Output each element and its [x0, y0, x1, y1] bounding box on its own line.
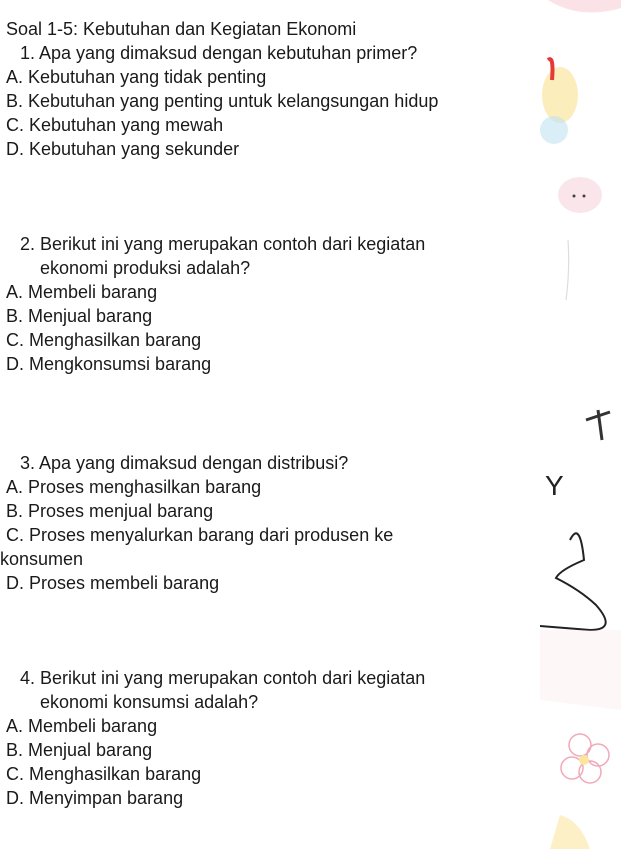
question-2 — [0, 232, 425, 376]
option-b: B. Proses menjual barang — [6, 501, 214, 521]
question-stem-text: 3. Apa yang dimaksud dengan distribusi? — [20, 453, 349, 473]
top-blob-icon — [548, 0, 621, 13]
option-d: D. Mengkonsumsi barang — [6, 354, 212, 374]
question-3 — [0, 451, 393, 595]
option-b: B. Menjual barang — [6, 740, 153, 760]
balloon-blue-icon — [540, 116, 568, 144]
bunny-eye-icon — [583, 195, 586, 198]
page-title: Soal 1-5: Kebutuhan dan Kegiatan Ekonomi — [6, 19, 357, 39]
question-stem-text: 2. Berikut ini yang merupakan contoh dari kegiatan — [20, 234, 426, 254]
balloon-string-icon — [566, 240, 569, 300]
flower-icon — [561, 734, 609, 783]
option-d: D. Menyimpan barang — [6, 788, 184, 808]
bunny-eye-icon — [573, 195, 576, 198]
question-4 — [0, 666, 425, 810]
option-a: A. Proses menghasilkan barang — [6, 477, 262, 497]
option-c-text: C. Proses menyalurkan barang dari produsen ke — [6, 525, 394, 545]
pink-tint-icon — [540, 630, 621, 710]
question-stem-text: 4. Berikut ini yang merupakan contoh dari kegiatan — [20, 668, 426, 688]
question-stem-continuation: ekonomi konsumsi adalah? — [40, 692, 259, 712]
option-c — [0, 523, 393, 571]
question-stem — [0, 41, 438, 65]
option-c: C. Menghasilkan barang — [6, 764, 202, 784]
margin-letter: Y — [545, 470, 564, 501]
option-d: D. Kebutuhan yang sekunder — [6, 139, 240, 159]
hand-drawn-mark-icon — [586, 410, 610, 440]
option-c: C. Kebutuhan yang mewah — [6, 115, 224, 135]
option-a: A. Kebutuhan yang tidak penting — [6, 67, 267, 87]
question-stem — [0, 232, 425, 280]
question-stem — [0, 666, 425, 714]
question-stem-text: 1. Apa yang dimaksud dengan kebutuhan primer? — [20, 43, 418, 63]
option-c-continuation: konsumen — [0, 549, 84, 569]
option-a: A. Membeli barang — [6, 716, 158, 736]
option-c: C. Menghasilkan barang — [6, 330, 202, 350]
question-stem-continuation: ekonomi produksi adalah? — [40, 258, 251, 278]
option-a: A. Membeli barang — [6, 282, 158, 302]
option-d: D. Proses membeli barang — [6, 573, 220, 593]
bunny-face-icon — [558, 177, 602, 213]
margin-doodles — [540, 0, 621, 849]
option-b: B. Kebutuhan yang penting untuk kelangsungan hidup — [6, 91, 439, 111]
bottom-blob-icon — [550, 815, 590, 849]
question-1 — [0, 41, 438, 161]
balloon-yellow-icon — [542, 67, 578, 123]
option-b: B. Menjual barang — [6, 306, 153, 326]
question-stem — [0, 451, 393, 475]
hand-sketch-icon — [540, 533, 606, 630]
